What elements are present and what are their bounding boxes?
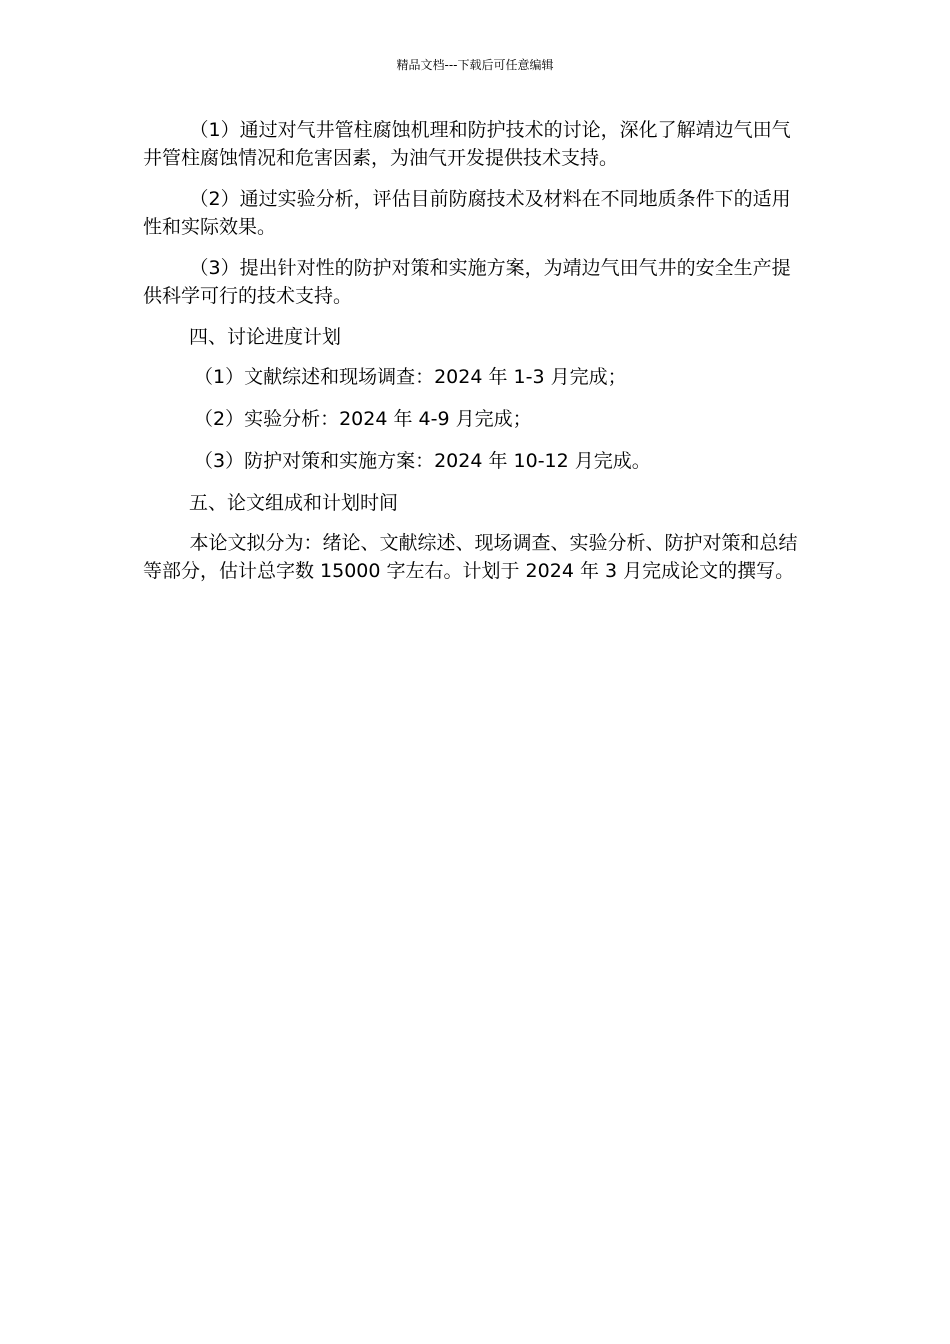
schedule-item-2: （2）实验分析：2024 年 4-9 月完成； xyxy=(194,408,532,430)
composition-paragraph: 本论文拟分为：绪论、文献综述、现场调查、实验分析、防护对策和总结等部分，估计总字数 15000 字左右。计划于 2024 年 3 月完成论文的撰写。 xyxy=(143,532,798,582)
objective-paragraph-2: （2）通过实验分析，评估目前防腐技术及材料在不同地质条件下的适用性和实际效果。 xyxy=(143,188,791,238)
section-heading-schedule: 四、讨论进度计划 xyxy=(189,326,342,348)
objective-paragraph-1: （1）通过对气井管柱腐蚀机理和防护技术的讨论，深化了解靖边气田气井管柱腐蚀情况和危害因素，为油气开发提供技术支持。 xyxy=(143,119,791,169)
schedule-item-1: （1）文献综述和现场调查：2024 年 1-3 月完成； xyxy=(194,366,627,388)
page-header: 精品文档---下载后可任意编辑 xyxy=(396,58,554,72)
section-heading-composition: 五、论文组成和计划时间 xyxy=(189,492,399,514)
schedule-item-3: （3）防护对策和实施方案：2024 年 10-12 月完成。 xyxy=(194,450,651,472)
objective-paragraph-3: （3）提出针对性的防护对策和实施方案，为靖边气田气井的安全生产提供科学可行的技术支持。 xyxy=(143,257,791,307)
document-body xyxy=(143,116,807,598)
